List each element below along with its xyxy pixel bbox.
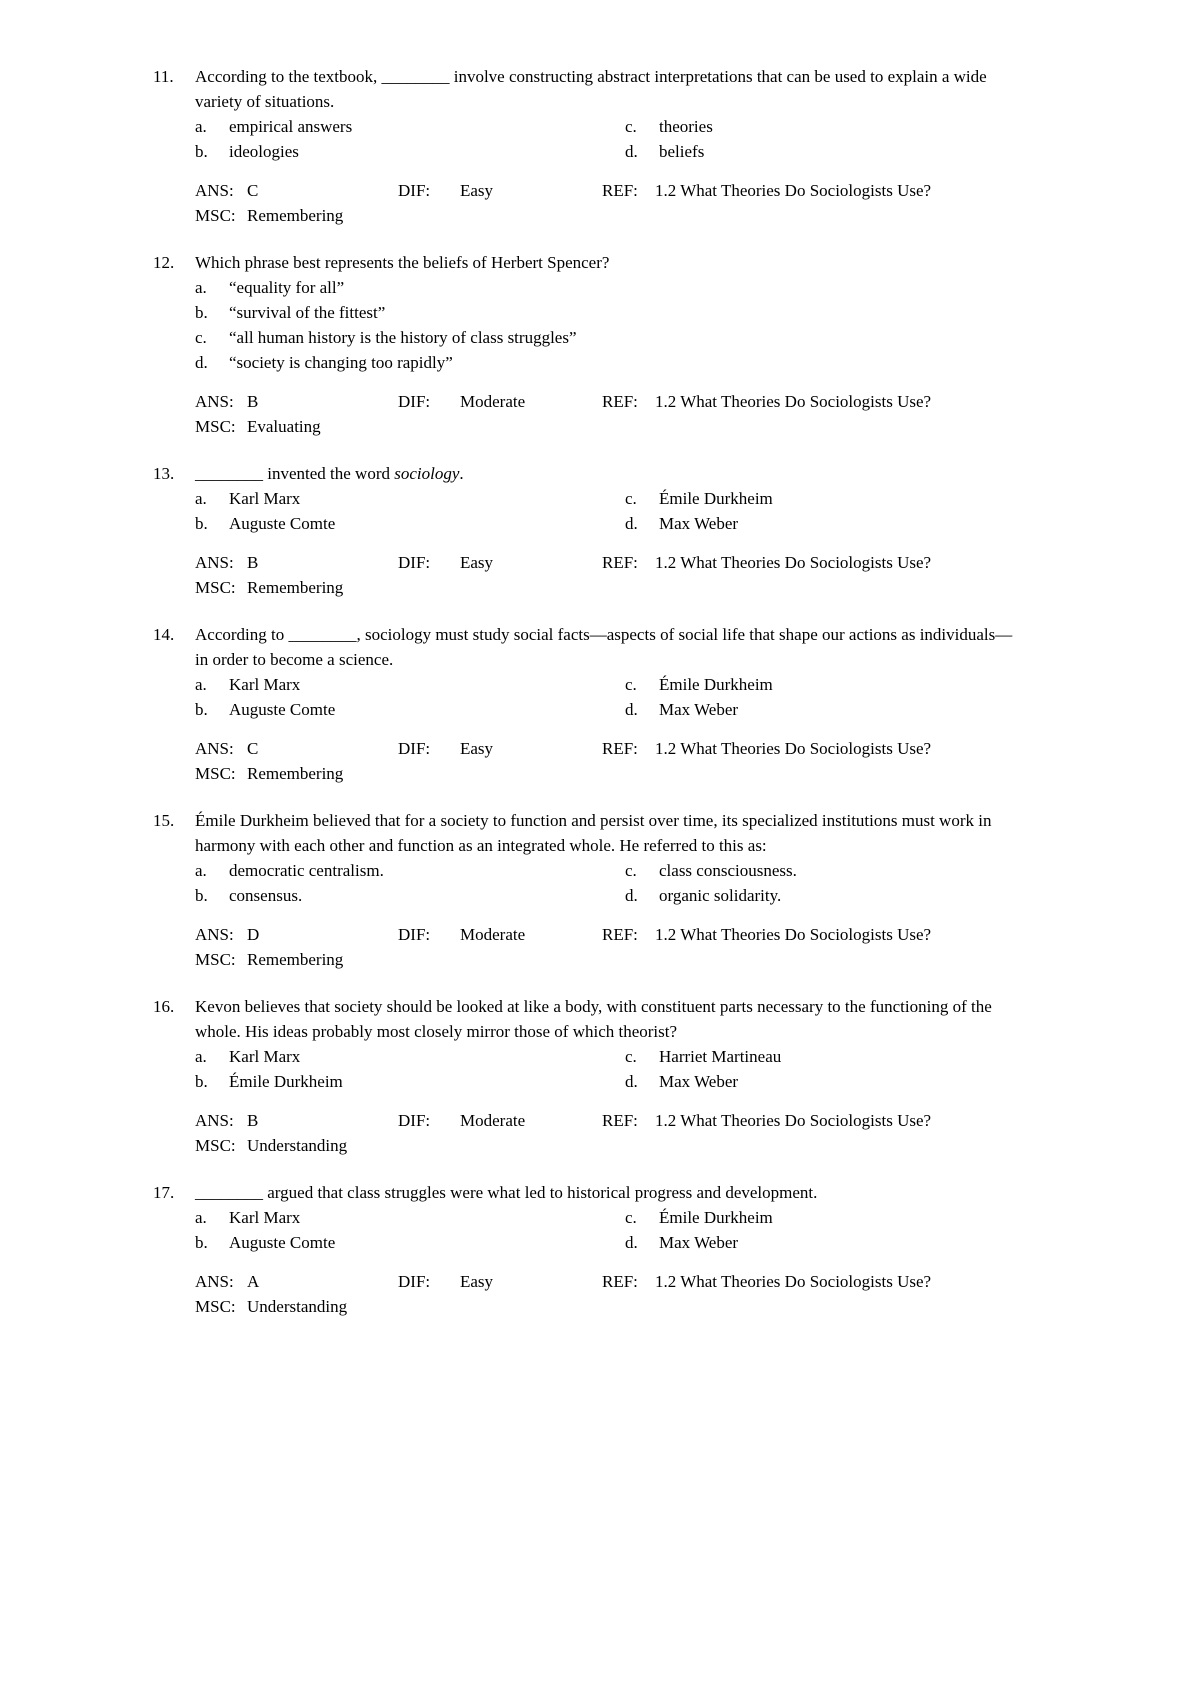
option-letter: a. [195,489,207,508]
option-letter: a. [195,861,207,880]
option [625,1044,1013,1069]
option [195,1044,625,1069]
option-letter: a. [195,278,207,297]
answer-meta [195,389,1013,439]
ref-value: 1.2 What Theories Do Sociologists Use? [655,1111,932,1130]
msc-value: Remembering [247,764,344,783]
dif-label: DIF: [398,739,431,758]
option-letter: b. [195,886,208,905]
option-letter: d. [625,886,638,905]
msc-value: Remembering [247,206,344,225]
ans-label: ANS: [195,739,234,758]
msc-meta-row [195,947,1013,972]
options-list [195,275,1013,375]
option-letter: c. [195,328,207,347]
option-letter: d. [195,353,208,372]
msc-label: MSC: [195,950,236,969]
option-letter: b. [195,1072,208,1091]
option-letter: d. [625,1233,638,1252]
question-stem-text: ________ argued that class struggles were what led to historical progress and development. [195,1183,818,1202]
dif-value: Moderate [460,925,526,944]
option-letter: a. [195,117,207,136]
answer-meta-row [195,1269,1013,1294]
question-body [195,1180,1013,1319]
answer-meta-row [195,1108,1013,1133]
answer-meta-row [195,736,1013,761]
option-letter: c. [625,1047,637,1066]
question-stem-text: According to the textbook, ________ involve constructing abstract interpretations that can be used to explain a wide variety of situations. [195,67,987,111]
msc-meta-row [195,1133,1013,1158]
option-text: Max Weber [659,1072,739,1091]
ref-label: REF: [602,392,638,411]
question-stem [195,808,1013,858]
option [195,883,625,908]
option-letter: a. [195,675,207,694]
msc-value: Understanding [247,1297,348,1316]
ans-value: A [247,1272,260,1291]
option-text: consensus. [229,886,303,905]
answer-meta [195,922,1013,972]
options-list [195,672,1013,722]
ref-value: 1.2 What Theories Do Sociologists Use? [655,553,932,572]
question-body [195,250,1013,439]
question-stem-text: ________ invented the word [195,464,395,483]
msc-meta-row [195,203,1013,228]
msc-label: MSC: [195,1136,236,1155]
options-list [195,114,1013,164]
option-letter: b. [195,303,208,322]
option-text: “society is changing too rapidly” [229,353,453,372]
ans-value: C [247,739,259,758]
question-stem [195,622,1013,672]
question-block [153,1180,1013,1319]
ref-label: REF: [602,553,638,572]
msc-label: MSC: [195,578,236,597]
option-text: Max Weber [659,1233,739,1252]
option-text: Max Weber [659,514,739,533]
option-text: Auguste Comte [229,514,336,533]
dif-label: DIF: [398,925,431,944]
msc-meta-row [195,575,1013,600]
ref-value: 1.2 What Theories Do Sociologists Use? [655,1272,932,1291]
option [195,1230,625,1255]
dif-value: Moderate [460,1111,526,1130]
ref-value: 1.2 What Theories Do Sociologists Use? [655,739,932,758]
option [625,139,1013,164]
question-number: 15. [153,811,175,830]
option [625,672,1013,697]
option-text: Karl Marx [229,1047,301,1066]
option-letter: d. [625,142,638,161]
option-letter: c. [625,861,637,880]
question-number: 11. [153,67,174,86]
options-list [195,1205,1013,1255]
option-letter: b. [195,514,208,533]
answer-meta [195,1269,1013,1319]
question-body [195,808,1013,972]
option-letter: c. [625,489,637,508]
ans-label: ANS: [195,553,234,572]
option-text: “all human history is the history of class struggles” [229,328,577,347]
ref-label: REF: [602,181,638,200]
option [195,275,1013,300]
question-body [195,994,1013,1158]
option [625,114,1013,139]
answer-meta [195,1108,1013,1158]
option-letter: a. [195,1208,207,1227]
option [195,300,1013,325]
option-text: Auguste Comte [229,1233,336,1252]
option-text: Max Weber [659,700,739,719]
option-text: Karl Marx [229,1208,301,1227]
question-stem [195,250,1013,275]
option-text: ideologies [229,142,299,161]
ans-value: B [247,1111,259,1130]
option [625,511,1013,536]
option-text: Émile Durkheim [659,489,773,508]
options-list [195,1044,1013,1094]
ref-label: REF: [602,1111,638,1130]
option-text: Harriet Martineau [659,1047,782,1066]
option [195,114,625,139]
dif-value: Easy [460,739,494,758]
msc-label: MSC: [195,764,236,783]
msc-label: MSC: [195,206,236,225]
ans-label: ANS: [195,1272,234,1291]
question-stem-text: Émile Durkheim believed that for a society to function and persist over time, its specialized institutions must work in harmony with each other and function as an integrated whole. He referred to this as: [195,811,992,855]
question-number: 16. [153,997,175,1016]
ans-value: C [247,181,259,200]
ans-value: B [247,392,259,411]
question-stem-text: Kevon believes that society should be looked at like a body, with constituent parts necessary to the functioning of the whole. His ideas probably most closely mirror those of which theorist? [195,997,992,1041]
msc-value: Remembering [247,950,344,969]
option [625,1230,1013,1255]
option [195,697,625,722]
option [195,350,1013,375]
question-number: 14. [153,625,175,644]
options-list [195,486,1013,536]
option-letter: d. [625,700,638,719]
option [195,486,625,511]
question-body [195,461,1013,600]
question-stem-text: Which phrase best represents the beliefs of Herbert Spencer? [195,253,610,272]
answer-meta [195,736,1013,786]
option-text: “survival of the fittest” [229,303,386,322]
ref-label: REF: [602,925,638,944]
question-stem [195,64,1013,114]
dif-value: Easy [460,181,494,200]
option-text: Émile Durkheim [229,1072,343,1091]
msc-label: MSC: [195,417,236,436]
dif-label: DIF: [398,181,431,200]
ref-label: REF: [602,739,638,758]
option [195,139,625,164]
ans-value: D [247,925,260,944]
question-number: 17. [153,1183,175,1202]
option [195,325,1013,350]
question-block [153,622,1013,786]
option-text: democratic centralism. [229,861,384,880]
option-letter: a. [195,1047,207,1066]
option-text: Émile Durkheim [659,1208,773,1227]
msc-meta-row [195,761,1013,786]
option [625,486,1013,511]
option [195,511,625,536]
ref-value: 1.2 What Theories Do Sociologists Use? [655,392,932,411]
dif-label: DIF: [398,553,431,572]
answer-meta-row [195,178,1013,203]
msc-value: Remembering [247,578,344,597]
question-body [195,622,1013,786]
msc-value: Understanding [247,1136,348,1155]
question-number: 12. [153,253,175,272]
option [625,1205,1013,1230]
msc-meta-row [195,1294,1013,1319]
ans-label: ANS: [195,181,234,200]
option [625,883,1013,908]
dif-value: Easy [460,553,494,572]
option-text: theories [659,117,713,136]
option-text: Auguste Comte [229,700,336,719]
ref-value: 1.2 What Theories Do Sociologists Use? [655,925,932,944]
msc-meta-row [195,414,1013,439]
answer-meta [195,550,1013,600]
option-letter: d. [625,1072,638,1091]
dif-value: Moderate [460,392,526,411]
option-text: class consciousness. [659,861,797,880]
option-letter: b. [195,142,208,161]
question-block [153,64,1013,228]
option-text: Karl Marx [229,489,301,508]
option-letter: b. [195,1233,208,1252]
question-stem-text: According to ________, sociology must study social facts—aspects of social life that shape our actions as individuals—in order to become a science. [195,625,1013,669]
question-number: 13. [153,464,175,483]
msc-value: Evaluating [247,417,321,436]
question-list [153,64,1013,1319]
question-block [153,994,1013,1158]
option-text: organic solidarity. [659,886,782,905]
dif-label: DIF: [398,392,431,411]
question-body [195,64,1013,228]
answer-meta-row [195,389,1013,414]
dif-value: Easy [460,1272,494,1291]
option-text: Karl Marx [229,675,301,694]
question-block [153,808,1013,972]
msc-label: MSC: [195,1297,236,1316]
option [625,858,1013,883]
answer-meta-row [195,550,1013,575]
option-letter: c. [625,1208,637,1227]
ref-value: 1.2 What Theories Do Sociologists Use? [655,181,932,200]
question-stem-tail: . [459,464,464,483]
option-letter: d. [625,514,638,533]
option-text: Émile Durkheim [659,675,773,694]
question-stem [195,1180,1013,1205]
option-letter: c. [625,675,637,694]
ref-label: REF: [602,1272,638,1291]
options-list [195,858,1013,908]
option [195,858,625,883]
ans-value: B [247,553,259,572]
option [195,1069,625,1094]
option [195,672,625,697]
ans-label: ANS: [195,392,234,411]
option [625,1069,1013,1094]
option [625,697,1013,722]
question-stem-italic: sociology [394,464,460,483]
option-letter: b. [195,700,208,719]
question-stem [195,461,1013,486]
question-block [153,461,1013,600]
question-block [153,250,1013,439]
option-text: “equality for all” [229,278,345,297]
dif-label: DIF: [398,1272,431,1291]
question-stem [195,994,1013,1044]
answer-meta [195,178,1013,228]
dif-label: DIF: [398,1111,431,1130]
ans-label: ANS: [195,1111,234,1130]
option-letter: c. [625,117,637,136]
answer-meta-row [195,922,1013,947]
ans-label: ANS: [195,925,234,944]
option-text: beliefs [659,142,705,161]
option-text: empirical answers [229,117,353,136]
option [195,1205,625,1230]
